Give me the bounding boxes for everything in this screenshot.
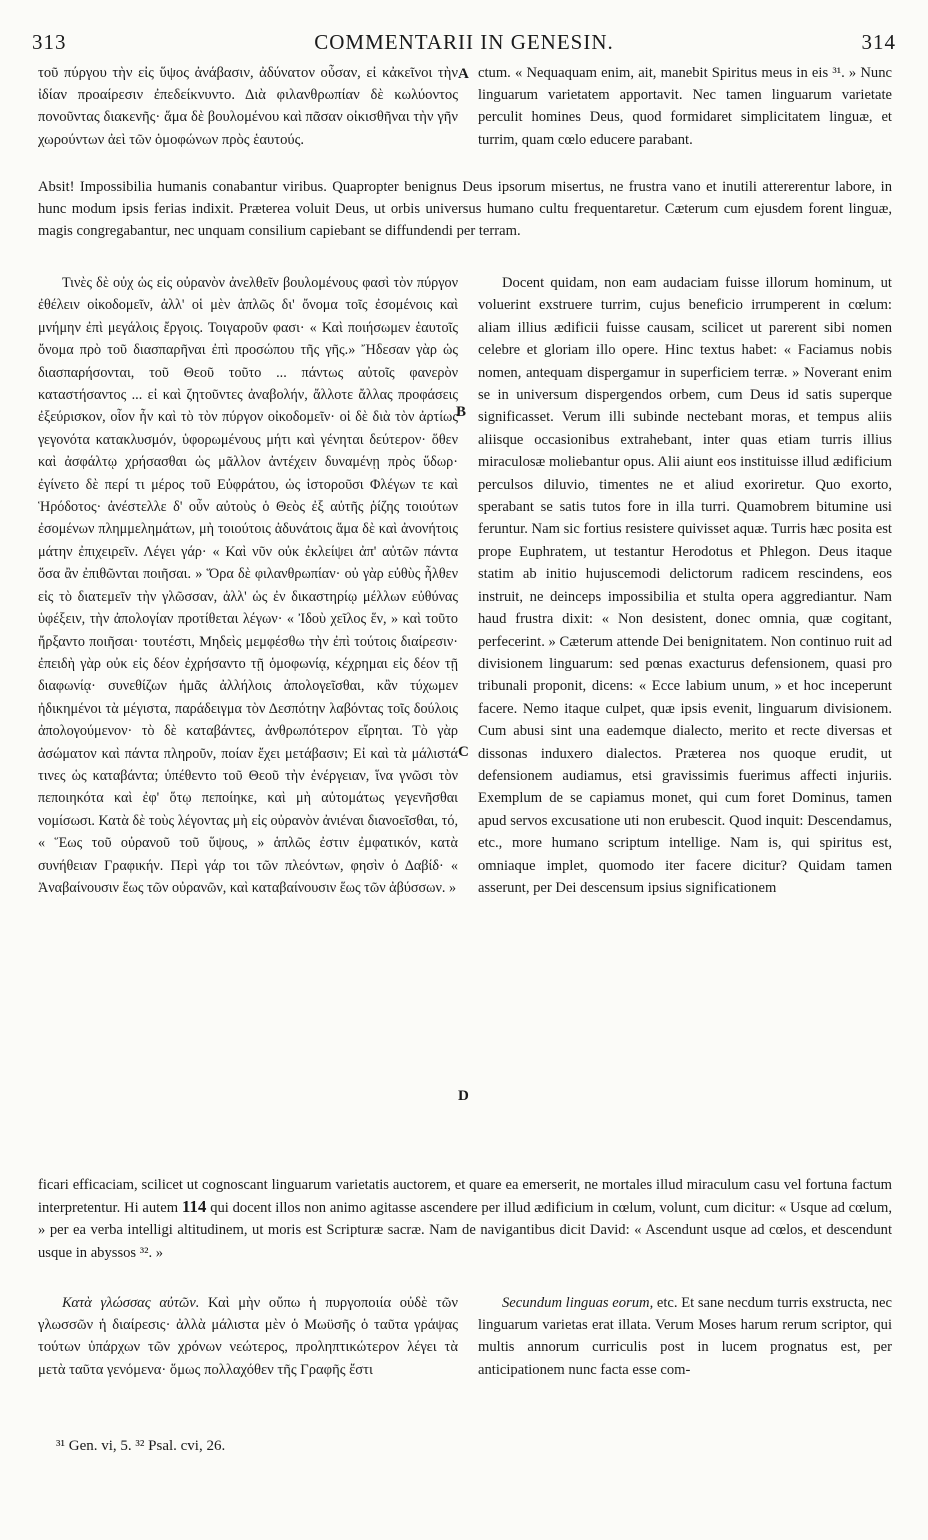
latin-paragraph [38,1174,892,1264]
edition-page-number: 114 [181,1197,207,1217]
margin-marker-a: A [458,66,469,82]
paragraph-text-start: ficari efficaciam, scilicet ut cognoscant linguarum varietatis auctorem, et quare ea emerserit, ne mortales illud miraculum casu vel fortuna factum interpretentur. Hi autem [38,1177,892,1217]
paragraph-body: etc. Et sane necdum turris exstructa, nec linguarum varietas erat illata. Verum Moses harum rerum scriptor, qui multis annorum curriculis post in lucem prognatus est, per anticipationem nunc facta esse com- [478,1295,892,1378]
latin-column-bottom [478,1292,892,1422]
latin-column-top [478,62,892,172]
footnotes: ³¹ Gen. vi, 5. ³² Psal. cvi, 26. [56,1438,226,1454]
greek-column-top [38,62,458,172]
running-title: COMMENTARII IN GENESIN. [314,30,614,54]
lemma-heading: Secundum linguas eorum, [502,1295,654,1311]
lemma-heading: Κατὰ γλώσσας αὐτῶν. [62,1295,200,1311]
full-width-paragraph-2 [38,1174,892,1264]
margin-marker-c: C [458,744,469,760]
margin-marker-d: D [458,1088,469,1104]
paragraph-body: Καὶ μὴν οὔπω ἡ πυργοποιία οὐδὲ τῶν γλωσσῶν ἡ διαίρεσις· ἀλλὰ μάλιστα μὲν ὁ Μωϋσῆς ὁ ταῦτα γράψας τούτων ὑπάρχων τῶν χρόνων νεώτερος, προληπτικώτερον λέγει τὰ μετὰ ταῦτα γενόμενα· ὅμως πολλαχόθεν τῆς Γραφῆς ἔστι [38,1295,458,1378]
latin-column-middle [478,272,892,1152]
latin-paragraph [478,1292,892,1381]
greek-paragraph [38,1292,458,1381]
latin-paragraph: Absit! Impossibilia humanis conabantur viribus. Quapropter benignus Deus ipsorum misertus, ne frustra vano et inutili attererentur labore, in hunc modum ipsis ferias indixit. Præterea voluit Deus, ut orbis universus humano cultu frequentaretur. Cæterum cum ejusdem forent linguæ, magis congregabantur, nec unquam consilium capiebant se diffundendi per terram. [38,179,892,240]
right-page-number: 314 [861,30,896,54]
latin-paragraph: Docent quidam, non eam audaciam fuisse illorum hominum, ut voluerint exstruere turrim, cujus beneficio irrumperent in cœlum: aliam illius ædificii fuisse causam, scilicet ut parerent sibi nomen celebre et gloriam illo opere. Hinc textus habet: « Faciamus nobis nomen, antequam dispergamur in superficiem terræ. » Noverant enim se in universum dispergendos orbem, cum Deus id satis superque significasset. Verum illi subinde nectebant moras, et tempus aliis aliisque occasionibus extrahebant, inter quas etiam turris illius miraculosæ moliebantur opus. Alii aiunt eos instituisse illud ædificium perculsos diluvio, timentes ne et aliud exoriretur. Quo exorto, sperabant se satis tutos fore in illa turri. Quamobrem bitumine usi feruntur. Nam sic fortius resistere quivisset aquæ. Turris hæc posita est prope Euphratem, ut testantur Herodotus et Phlegon. Deus itaque statim ab initio hujuscemodi delictorum radicem rescindens, eos instruit, ne deinceps impossibilia et stulta opera aggrediantur. Nam haud frustra dixit: « Non desistent, donec omnia, quæ cogitant, perfecerint. » Cæterum attende Dei benignitatem. Non continuo ruit ad divisionem linguarum: sed pœnas exacturus defensionem, quasi pro tribunali proponit, dicens: « Ecce labium unum, » et hoc inceperunt facere. Nemo itaque culpet, quæ ipsis evenit, linguarum divisionem. Cum abusi sint una eademque dialecto, merito et recte diversas et dissonas induxero dialectos. Præterea nos quoque erudit, ut defensionem audiamus, etsi gravissimis fuerimus affecti injuriis. Exemplum de se capiamus monet, qui cum foret Dominus, tamen apud servos excusatione uti non erubescit. Quod inquit: Descendamus, etc., more humano scriptum intellige. Nam is, qui spiritus est, omniaque implet, quomodo iter facere dicitur? Quidam tamen asserunt, per Dei descensum ipsius significationem [478,275,892,896]
greek-column-bottom [38,1292,458,1422]
paragraph-text-end: qui docent illos non animo agitasse ascendere per illud ædificium in cœlum, volunt, cum dicitur: « Usque ad cœlum, » per ea verba intelligi altitudinem, ut moris est Scripturæ sacræ. Nam de navigantibus dicit David: « Ascendunt usque ad cœlos, et descendunt usque in abyssos ³². » [38,1200,893,1261]
greek-column-middle [38,272,458,1152]
left-page-number: 313 [32,30,67,54]
greek-paragraph: Τινὲς δὲ οὐχ ὡς εἰς οὐρανὸν ἀνελθεῖν βουλομένους φασὶ τὸν πύργον ἐθέλειν οἰκοδομεῖν, ἀλλ' οἱ μὲν ἁπλῶς δι' ὄνομα τοῖς ἐσομένοις καὶ μνήμην ἐπὶ μεγάλοις ἔργοις. Τοιγαροῦν φασι· « Καὶ ποιήσωμεν ἑαυτοῖς ὄνομα πρὸ τοῦ διασπαρῆναι ἐπὶ προσώπου τῆς γῆς.» Ἤδεσαν γὰρ ὡς διασπαρήσονται, τοῦ Θεοῦ τοῦτο ... πάντως αὐτοῖς φανερὸν καταστήσαντος ... εἰ καὶ ζητοῦντες ἀναβολήν, ἄλλοτε ἄλλας προφάσεις ἐξεύρισκον, οἷον ἦν καὶ τὸ τὸν πύργον οἰκοδομεῖν· οἱ δὲ διὰ τὸν ἀρτίως γεγονότα κατακλυσμόν, ὑφορωμένους μήτι καὶ γένηται δεύτερον· ὅθεν καὶ ἀσφάλτῳ χρήσασθαι ὡς μᾶλλον ἀντέχειν δυναμένῃ πρὸς ὕδωρ· ἐγίνετο δὲ περί τι μέρος τοῦ Εὐφράτου, ὡς ἱστοροῦσι Φλέγων τε καὶ Ἡρόδοτος· ἀνέστελλε δ' οὖν αὐτοὺς ὁ Θεὸς ἐξ αὐτῆς ῥίζης τοιούτων ἐσομένων πλημμελημάτων, μὴ τοιούτοις ἀδυνάτοις ἅμα δὲ καὶ ἀνονήτοις μάτην ἐπιχειρεῖν. Λέγει γάρ· « Καὶ νῦν οὐκ ἐκλείψει ἀπ' αὐτῶν πάντα ὅσα ἂν ἐπιθῶνται ποιῆσαι. » Ὅρα δὲ φιλανθρωπίαν· οὐ γὰρ εὐθὺς ἦλθεν εἰς τὸ διατεμεῖν τὴν γλῶσσαν, ἀλλ' ὡς ἐν δικαστηρίῳ μέλλων εὐθύνας ὑφέξειν, τὴν ἀπολογίαν προτίθεται λέγων· « Ἰδοὺ χεῖλος ἕν, » καὶ τοῦτο ἤρξαντο ποιῆσαι· τουτέστι, Μηδεὶς μεμφέσθω τὴν ἐπὶ τούτοις διαίρεσιν· ἐπειδὴ γὰρ οὐκ εἰς δέον ἐχρήσαντο τῇ ὁμοφωνίᾳ, κέχρημαι εἰς δέον τῇ διαφωνίᾳ· συνεθίζων ἡμᾶς ἀλλήλοις ἀπολογεῖσθαι, κἂν τύχωμεν ἠδικημένοι τὰ μέγιστα, παράδειγμα τὸν Δεσπότην λαβόντας τοῖς δούλοις ἀπολογούμενον· τὸ δὲ καταβάντες, ἀνθρωπότερον εἴρηται. Τὸ γὰρ ἀσώματον καὶ πάντα πληροῦν, ποίαν ἔχει μετάβασιν; Εἰ καὶ τὰ μάλιστά τινες ὡς καταβάντα; ὑπέθεντο τοῦ Θεοῦ τὴν ἐνέργειαν, ἵνα γνῶσι τὸν πεποιηκότα καὶ ἐφ' ὅτῳ πεποίηκε, καὶ μὴ αὐτομάτως γεγενῆσθαι νομίσωσι. Κατὰ δὲ τοὺς λέγοντας μὴ εἰς οὐρανὸν ἀνιέναι διανοεῖσθαι, τό, « Ἕως τοῦ οὐρανοῦ τοῦ ὕψους, » ἁπλῶς ἐστιν ἐμφατικόν, κατὰ συνήθειαν Γραφικήν. Περὶ γάρ τοι τῶν πλεόντων, φησὶν ὁ Δαβίδ· « Ἀναβαίνουσιν ἕως τῶν οὐρανῶν, καὶ καταβαίνουσιν ἕως τῶν ἀβύσσων. » [38,275,458,896]
margin-marker-b: B [456,404,467,420]
running-header [32,30,896,60]
latin-paragraph: ctum. « Nequaquam enim, ait, manebit Spiritus meus in eis ³¹. » Nunc linguarum varietatem apportavit. Nec tamen linguarum varietate perculit homines Deus, quod formidaret simplicitatem linguæ, et turrim, quam cœlo educere parabant. [478,65,892,148]
full-width-paragraph-1 [38,176,892,243]
greek-paragraph: τοῦ πύργου τὴν εἰς ὕψος ἀνάβασιν, ἀδύνατον οὖσαν, εἰ κἀκεῖνοι τὴν ἰδίαν προαίρεσιν ἐπεδείκνυντο. Διὰ φιλανθρωπίαν δὲ κωλύοντος πονοῦντας διακενῆς· ἅμα δὲ βουλομένου καὶ πᾶσαν οἰκισθῆναι τὴν γῆν χωρούντων ἀεὶ τῶν ὁμοφώνων πρὸς ἑαυτούς. [38,65,458,148]
